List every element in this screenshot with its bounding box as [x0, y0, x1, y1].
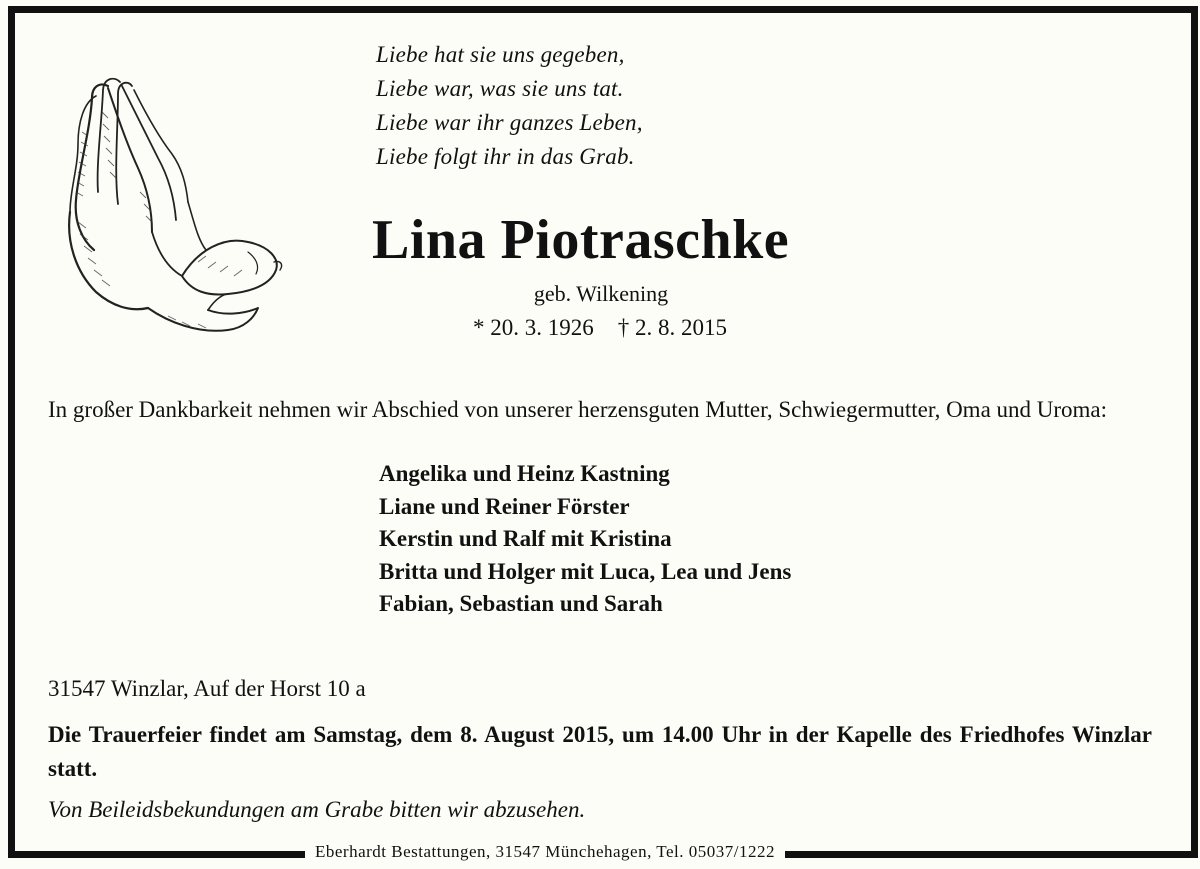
- mourner-entry: Angelika und Heinz Kastning: [379, 461, 670, 486]
- mourner-entry: Liane und Reiner Förster: [379, 493, 630, 519]
- death-date: † 2. 8. 2015: [617, 315, 727, 340]
- poem-line: Liebe war, was sie uns tat.: [376, 76, 624, 101]
- poem-line: Liebe war ihr ganzes Leben,: [376, 110, 643, 135]
- mourner-entry: Fabian, Sebastian und Sarah: [379, 591, 663, 616]
- maiden-name-line: [0, 281, 1200, 307]
- life-dates: [0, 315, 1200, 341]
- poem-line: Liebe hat sie uns gegeben,: [376, 42, 625, 67]
- memorial-poem: [376, 38, 643, 174]
- poem-line: Liebe folgt ihr in das Grab.: [376, 144, 635, 169]
- mourner-entry: Britta und Holger mit Luca, Lea und Jens: [379, 558, 792, 584]
- mourner-entry: Kerstin und Ralf mit Kristina: [379, 526, 672, 551]
- mourners-list: [379, 458, 791, 621]
- birth-date: * 20. 3. 1926: [473, 315, 594, 340]
- praying-hands-icon: [48, 72, 288, 350]
- deceased-name: Lina Piotraschke: [372, 209, 790, 271]
- condolence-note: Von Beileidsbekundungen am Grabe bitten wir abzusehen.: [48, 797, 586, 822]
- family-address: 31547 Winzlar, Auf der Horst 10 a: [48, 676, 366, 701]
- maiden-name: geb. Wilkening: [533, 281, 669, 306]
- funeral-notice: Die Trauerfeier findet am Samstag, dem 8. August 2015, um 14.00 Uhr in der Kapelle des Friedhofes Winzlar statt.: [48, 722, 1152, 781]
- funeral-home-footer: Eberhardt Bestattungen, 31547 Münchehagen, Tel. 05037/1222: [305, 842, 785, 862]
- farewell-text: In großer Dankbarkeit nehmen wir Abschied von unserer herzensguten Mutter, Schwiegermutter, Oma und Uroma:: [48, 397, 1108, 422]
